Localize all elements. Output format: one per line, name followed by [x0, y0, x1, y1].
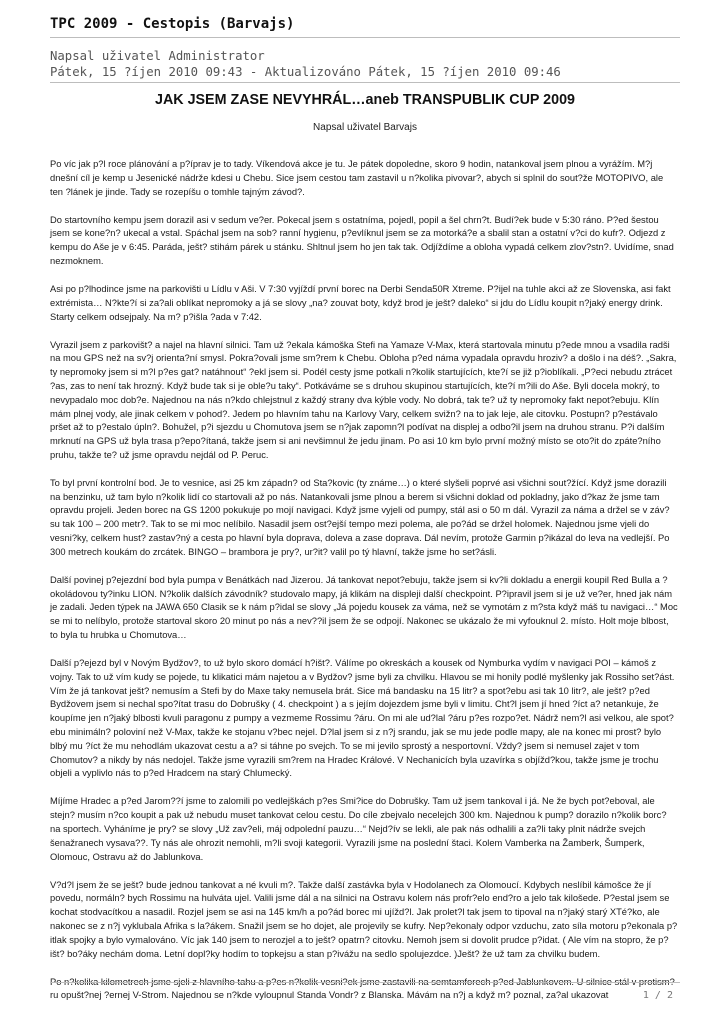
document-header [50, 14, 680, 34]
header-divider [50, 37, 680, 38]
footer-divider [50, 982, 680, 983]
article-body [50, 158, 678, 1017]
paragraph: Další povinej p?ejezdní bod byla pumpa v Benátkách nad Jizerou. Já tankovat nepot?ebuju, takže jsem si kv?li dokladu a energii koupil Red Bulla a ?okoládovou ty?inku LION. N?kolik dalších závodník? studovalo mapy, já klikám na displeji další checkpoint. P?ipravil jsem si je už ve?er, hned jak nám je zadali. Jeden týpek na JAWA 650 Clasik se k nám p?idal se slovy „Já pojedu kousek za váma, než se vymotám z m?sta když máš tu navigaci…“ Moc se mi to nelíbylo, protože startoval skoro 20 minut po nás a nev??il jsem že se odpojí. Nakonec se ukázalo že mi vyfouknul 2. místo. Holt moje blbost, to byla tu hrubka u Chomutova… [50, 574, 678, 641]
paragraph: Asi po p?lhodince jsme na parkovišti u Lídlu v Aši. V 7:30 vyjíždí první borec na Derbi Senda50R Xtreme. P?ijel na tuhle akci až ze Slovenska, asi fakt extrémista… N?kte?í si za?ali oblíkat nepromoky a já se slovy „na? zouvat boty, když brod je ješt? daleko“ si jdu do Lídlu koupit n?jaký energy drink. Starty celkem odsejpaly. Na m? p?išla ?ada v 7:42. [50, 283, 671, 322]
post-dates: Pátek, 15 ?íjen 2010 09:43 - Aktualizováno Pátek, 15 ?íjen 2010 09:46 [50, 65, 561, 79]
paragraph: Vyrazil jsem z parkovišt? a najel na hlavní silnici. Tam už ?ekala kámoška Stefi na Yamaze V-Max, která startovala minutu p?ede mnou a vsadila radši na mou GPS než na sv?j orienta?ní smysl. Pokra?ovali jsme sm?rem k Chebu. Obloha p?ed náma vypadala opravdu hroziv? a došlo i na déš?. „Sakra, ty nepromoky jsem si m?l p?es gat? natáhnout“ ?ekl jsem si. Podél cesty jsme potkali n?kolik startujících, kte?í se již p?ioblíkali. „P?eci nebudu ztrácet ?as, zas to není tak hrozný. Když bude tak si je oble?u taky“. Potkáváme se s druhou skupinou startujících, kte?í m?ili do Aše. Byli docela mokrý, to nevypadalo moc dob?e. Najednou na nás n?kdo chlejstnul z každý strany dva kýble vody. No dobrá, tak te? už ty nepromoky fakt nepot?ebuju. Klín mám plnej vody, ale jinak celkem v pohod?. Jedem po hlavním tahu na Karlovy Vary, celkem svižn? na to jak leje, ale citovku. Postupn? p?estávalo pršet až to p?estalo úpln?. Bohužel, p?i sjezdu u Chomutova jsem se n?jak zapomn?l podívat na displej a odbo?il jsem na druhou stranu. P?i dalším mrknutí na GPS už byla trasa p?epo?ítaná, takže jsem si ani nevšimnul že jedu jinam. Po asi 10 km bylo první možný místo se oto?it do zpáte?ního pruhu, takže te? už jsme opravdu nejdál od P. Peruc. [50, 339, 677, 460]
article-byline: Napsal uživatel Barvajs [313, 122, 417, 133]
paragraph: Po víc jak p?l roce plánování a p?íprav je to tady. Víkendová akce je tu. Je pátek dopoledne, skoro 9 hodin, natankoval jsem plnou a vyrážím. M?j dnešní cíl je kemp u Jesenické nádrže kdesi u Chebu. Sice jsem cestou tam zastavil u n?kolika pivovar?, abych si splnil do sout?že MOTOPIVO, ale ten ?lánek je jinde. Tady se rozepíšu o tomhle tajným závod?. [50, 159, 664, 197]
meta-divider [50, 82, 680, 83]
paragraph: Míjíme Hradec a p?ed Jarom??í jsme to zalomili po vedlejškách p?es Smi?ice do Dobrušky. Tam už jsem tankoval i já. Ne že bych pot?eboval, ale stejn? musím n?co koupit a pak už nebudu muset tankovat celou cestu. Do cíle zbejvalo necelejch 300 km. Najednou k pump? dorazilo n?kolik borc? na sportech. Vyháníme je pry? se slovy „Už zav?eli, máj odpolední pauzu…“ Nejd?ív se lekli, ale pak nás odhalili a za?li taky plnit nádrže svejch šenažranech vysava??. Ty nás ale ohrozit nemohli, m?li svoji kategorii. Vyrazili jsme na poslední štaci. Kolem Vamberka na Žamberk, Šumperk, Olomouc, Ostravu až do Jablunkova. [50, 796, 667, 862]
paragraph: To byl první kontrolní bod. Je to vesnice, asi 25 km západn? od Sta?kovic (ty známe…) o které slyšeli poprvé asi všichni sout?žící. Když jsme dorazili na benzinku, už tam bylo n?kolik lidí co startovali až po nás. Natankovali jsme plnou a berem si všichni doklad od pokladny, jako d?kaz že jsme tam opravdu projeli. Jeden borec na GS 1200 pokukuje po mojí navigaci. Když jsme vyjeli od pumpy, stál asi o 50 m dál. Vyrazil za náma a držel se v záv?su tak 100 – 200 metr?. Tak to se mi moc nelíbilo. Nasadil jsem ost?ejší tempo mezi polema, ale po?ád se držel holomek. Najednou jsme vjeli do vesni?ky, celkem hust? zastav?ný a cesta po hlavní byla doprava, doleva a zase doprava. Dál nevím, protože Garmin p?ikázal do leva na vedlejší. Po 300 metrech koukám do zrcátek. BINGO – brambora je pry?, ur?it? valil po tý hlavní, takže jsme ho set?ásli. [50, 477, 670, 557]
paragraph: Další p?ejezd byl v Novým Bydžov?, to už bylo skoro domácí h?išt?. Válíme po okreskách a kousek od Nymburka vydím v navigaci POI – kámoš z vojny. Tak to už vím kudy se pojede, tu klikatici mám najetou a v Bydžov? jsme byli za chvilku. Hlavou se mi honily podlé myšlenky jak Rossiho set?ást. Vím že já tankovat ješt? nemusím a Stefi by do Maxe taky nemusela brát. Sice má bandasku na 15 litr? a spot?ebu asi tak 10 litr?, ale ješt? p?ed Bydžovem jsem si nechal spo?ítat trasu do Dobrušky ( 4. checkpoint ) a s jejím dojezdem jsme byli v limitu. Cht?l jsem jí hned ?íct a? netankuje, že koupíme jen n?jaký blbosti kvuli paragonu z pumpy a vezmeme Rossimu ?áru. On mi ale ud?lal ?áru p?es rozpo?et. Nádrž nem?l asi velkou, ale spot?ebu minimáln? poloviní než V-Max, takže ke stojanu v?bec nejel. D?lal jsem si z n?j srandu, jak se mu jede podle mapy, ale na konec mi prost? bylo blbý mu ?íct že mu nehodlám ukazovat cestu a a? si táhne po svejch. To se mi jevilo sprostý a nesportovní. Vždy? jsem si nemusel zajet v tom Chomutov? a nikdy by nás nedojel. Takže jsme vyrazili sm?rem na Hradec Králové. V Nechanicích byla uzavírka s objížd?kou, takže jsme je trochu objeli a vyplivlo nás to p?ed Hradcem na starý Chlumecký. [50, 658, 675, 779]
paragraph: Do startovního kempu jsem dorazil asi v sedum ve?er. Pokecal jsem s ostatníma, pojedl, popil a šel chrn?t. Budí?ek bude v 5:30 ráno. P?ed šestou jsem se kone?n? ukecal a vstal. Spáchal jsem na sob? ranní hygienu, p?evlíknul jsem se za motorká?e a sbalil stan a ostatní v?ci do kufr?. Odjezd z kempu do Aše je v 6:45. Paráda, ješt? stihám párek u stánku. Shltnul jsem ho jen tak tak. Odjíždíme a obloha vypadá celkem zlov?stn?. Uvidíme, snad nezmoknem. [50, 214, 674, 266]
paragraph: ru opušt?nej ?ernej V-Strom. Najednou se n?kde vyloupnul Standa Vondr? z Blanska. Mávám na n?j a když m? poznal, za?al ukazovat [50, 990, 609, 1001]
article-title: JAK JSEM ZASE NEVYHRÁL…aneb TRANSPUBLIK CUP 2009 [155, 92, 575, 108]
site-title: TPC 2009 - Cestopis (Barvajs) [50, 16, 295, 32]
page-number: 1 / 2 [642, 990, 673, 1001]
paragraph: V?d?l jsem že se ješt? bude jednou tankovat a né kvuli m?. Takže další zastávka byla v Hodolanech za Olomoucí. Kdybych neslíbil kámošce že jí povedu, normáln? bych Rossimu na hulváta ujel. Valili jsme dál a na silnici na Ostravu kolem nás profr?elo end?ro a jelo tak kilošede. P?estal jsem se kochat stodvacítkou a nasadil. Rozjel jsem se asi na 145 km/h a po?ád borec mi ujížd?l. Jak prolet?l tak jsem to tipoval na n?jaký starý XTé?ko, ale nakonec se z n?j vyklubala Afrika s la?ákem. Snažil jsem se ho dojet, ale projevily se kufry. Nep?ekonaly odpor vzduchu, zato síla motoru p?ekonala p?itlak spojky a bylo vymalováno. Víc jak 140 jsem to nerozjel a to ješt? opatrn? citovku. Nemoh jsem si dovolit prudce p?idat. ( Ale vím na stopro, že p?išt? bo?áky nechám doma. Letní dopl?ky hodím to topkejsu a stan p?ivážu na sedlo spolujezdce. )Ješt? že už tam za chvilku budem. [50, 879, 678, 959]
post-meta [50, 48, 680, 80]
posted-by: Napsal uživatel Administrator [50, 49, 265, 63]
